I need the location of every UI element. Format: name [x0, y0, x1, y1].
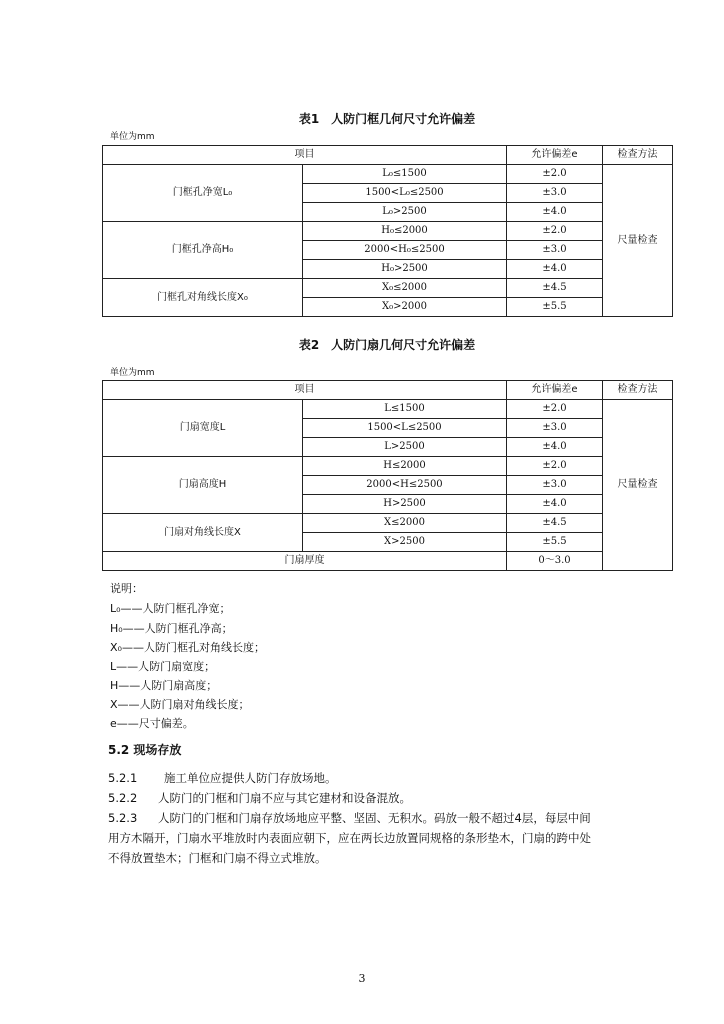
- paragraph-number: 5.2.1: [108, 771, 138, 785]
- table-row: [103, 279, 673, 298]
- paragraph: [108, 810, 591, 826]
- paragraph-text: 施工单位应提供人防门存放场地。: [164, 771, 337, 785]
- table-row: [103, 514, 673, 533]
- note-item: H——人防门扇高度；: [110, 679, 218, 692]
- notes-title: 说明：: [110, 582, 143, 595]
- tolerance-cell: ±2.0: [507, 165, 603, 184]
- method-cell: 尺量检查: [603, 165, 673, 317]
- table-row: [103, 222, 673, 241]
- condition-cell: H>2500: [303, 495, 507, 514]
- paragraph-continuation: 不得放置垫木；门框和门扇不得立式堆放。: [108, 851, 327, 865]
- table-row: [103, 552, 673, 571]
- tolerance-cell: ±5.5: [507, 298, 603, 317]
- section-title: 5.2 现场存放: [108, 743, 182, 757]
- table-row: [103, 165, 673, 184]
- condition-cell: X≤2000: [303, 514, 507, 533]
- table1-caption: 表1 人防门框几何尺寸允许偏差: [298, 112, 476, 126]
- paragraph-continuation: 用方木隔开，门扇水平堆放时内表面应朝下，应在两长边放置同规格的条形垫木，门扇的跨中处: [108, 831, 591, 845]
- condition-cell: X>2500: [303, 533, 507, 552]
- header-tolerance: 允许偏差e: [507, 146, 603, 165]
- condition-cell: L₀≤1500: [303, 165, 507, 184]
- condition-cell: X₀≤2000: [303, 279, 507, 298]
- note-item: H₀——人防门框孔净高；: [110, 622, 233, 635]
- group-label: 门扇对角线长度X: [103, 514, 303, 552]
- condition-cell: H₀>2500: [303, 260, 507, 279]
- tolerance-cell: ±2.0: [507, 457, 603, 476]
- table-row: [103, 400, 673, 419]
- tolerance-cell: 0～3.0: [507, 552, 603, 571]
- tolerance-cell: ±4.5: [507, 514, 603, 533]
- tolerance-cell: ±3.0: [507, 419, 603, 438]
- tolerance-cell: ±4.0: [507, 260, 603, 279]
- tolerance-cell: ±2.0: [507, 222, 603, 241]
- table2: [102, 380, 673, 571]
- note-item: L₀——人防门框孔净宽；: [110, 602, 231, 615]
- group-label: 门扇高度H: [103, 457, 303, 514]
- note-item: L——人防门扇宽度；: [110, 660, 216, 673]
- tolerance-cell: ±5.5: [507, 533, 603, 552]
- tolerance-cell: ±3.0: [507, 476, 603, 495]
- tolerance-cell: ±3.0: [507, 184, 603, 203]
- paragraph-number: 5.2.2: [108, 791, 138, 805]
- table2-caption: 表2 人防门扇几何尺寸允许偏差: [298, 338, 476, 352]
- condition-cell: H≤2000: [303, 457, 507, 476]
- note-item: X₀——人防门框孔对角线长度；: [110, 641, 265, 654]
- header-item: 项目: [103, 146, 507, 165]
- condition-cell: L₀>2500: [303, 203, 507, 222]
- paragraph: [108, 790, 411, 806]
- paragraph: [108, 770, 337, 786]
- method-cell: 尺量检查: [603, 400, 673, 571]
- note-item: e——尺寸偏差。: [110, 717, 194, 730]
- header-item: 项目: [103, 381, 507, 400]
- paragraph-text: 人防门的门框和门扇存放场地应平整、坚固、无积水。码放一般不超过4层，每层中间: [158, 811, 591, 825]
- group-label: 门框孔净宽L₀: [103, 165, 303, 222]
- tolerance-cell: ±2.0: [507, 400, 603, 419]
- header-method: 检查方法: [603, 381, 673, 400]
- header-tolerance: 允许偏差e: [507, 381, 603, 400]
- table1-unit: 单位为mm: [110, 132, 155, 142]
- thickness-label: 门扇厚度: [103, 552, 507, 571]
- condition-cell: 1500<L₀≤2500: [303, 184, 507, 203]
- condition-cell: X₀>2000: [303, 298, 507, 317]
- condition-cell: 1500<L≤2500: [303, 419, 507, 438]
- group-label: 门扇宽度L: [103, 400, 303, 457]
- header-method: 检查方法: [603, 146, 673, 165]
- tolerance-cell: ±3.0: [507, 241, 603, 260]
- paragraph-number: 5.2.3: [108, 811, 138, 825]
- table-row: [103, 457, 673, 476]
- condition-cell: 2000<H≤2500: [303, 476, 507, 495]
- note-item: X——人防门扇对角线长度；: [110, 698, 250, 711]
- condition-cell: H₀≤2000: [303, 222, 507, 241]
- condition-cell: 2000<H₀≤2500: [303, 241, 507, 260]
- condition-cell: L≤1500: [303, 400, 507, 419]
- group-label: 门框孔净高H₀: [103, 222, 303, 279]
- tolerance-cell: ±4.0: [507, 438, 603, 457]
- tolerance-cell: ±4.0: [507, 495, 603, 514]
- paragraph-text: 人防门的门框和门扇不应与其它建材和设备混放。: [158, 791, 411, 805]
- tolerance-cell: ±4.5: [507, 279, 603, 298]
- page-number: 3: [358, 972, 366, 985]
- table1: [102, 145, 673, 317]
- tolerance-cell: ±4.0: [507, 203, 603, 222]
- condition-cell: L>2500: [303, 438, 507, 457]
- table2-unit: 单位为mm: [110, 368, 155, 378]
- table-header-row: [103, 146, 673, 165]
- table-header-row: [103, 381, 673, 400]
- group-label: 门框孔对角线长度X₀: [103, 279, 303, 317]
